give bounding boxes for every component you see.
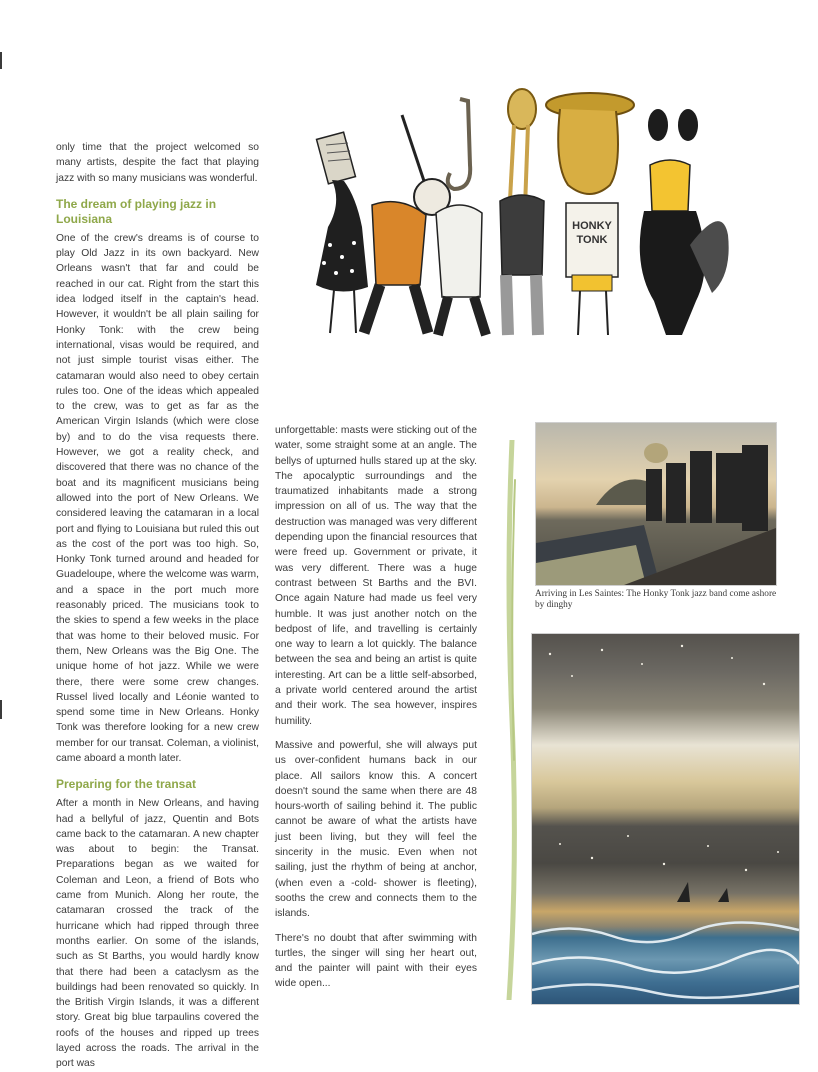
stars (549, 645, 779, 871)
shirt-text-line2: TONK (576, 234, 608, 246)
watercolor-seascape (531, 633, 800, 1005)
tuba-silhouette (644, 443, 668, 463)
paragraph-dream: One of the crew's dreams is of course to play Old Jazz in its own backyard. New Orleans wasn't that far and could be reached in our cat. Right from the start this idea lodged itself in the captain's head. However, it wouldn't be all plain sailing for Honky Tonk: with the crew being international, visas would be required, and not just simple tourist visas either. The catamaran would also need to obey certain rules too. One of the ideas which appealed to the crew, was to get as far as the American Virgin Islands (which were close by) and to do the visa requests there. However, we got a reality check, and discovered that there was no chance of the boat and its magnificent musicians being allowed into the port of New Orleans. We considered leaving the catamaran in a local port and flying to Louisiana but ruled this out as the cost of the port was too high. So, Honky Tonk turned around and headed for Guadeloupe, where the welcome was warm, and a space in the port much more reasonably priced. The musicians took to the skies to spend a few weeks in the place that was home to their beloved music. For them, New Orleans was the Big One. The unique home of hot jazz. While we were there, there were some crew changes. Russel lived locally and Léonie wanted to spend some time in New Orleans. Honky Tonk was therefore looking for a new crew member for our transat. Coleman, a violinist, came aboard a month later. (56, 232, 259, 764)
paragraph-transat: After a month in New Orleans, and having had a bellyful of jazz, Quentin and Bots came back to the catamaran. A new chapter was about to begin: the Transat. Preparations began as we waited for Coleman and Leon, a friend of Bots who came from Munich. Along her route, the catamaran crossed the track of the hurricane which had ripped through three months earlier. On some of the islands, such as St Barths, you would hardly know that there had been a cataclysm as the buildings had been renovated so quickly. In the British Virgin Islands, it was a different story. Great big blue tarpaulins covered the roofs of the houses and ripped up trees layed across the roads. The arrival in the port was (56, 798, 259, 1070)
sailboat-1 (677, 882, 690, 902)
singer (640, 109, 729, 335)
washboard-player (316, 132, 368, 333)
paragraph-no-doubt: There's no doubt that after swimming with turtles, the singer will sing her heart out, and the painter will paint with their eyes wide open... (275, 932, 477, 990)
trombone-player (500, 89, 544, 335)
photo-caption: Arriving in Les Saintes: The Honky Tonk jazz band come ashore by dinghy (535, 589, 777, 610)
tuba-player (546, 93, 634, 335)
page-edge-mark-bottom (0, 700, 2, 719)
shirt-text-line1: HONKY (572, 220, 612, 232)
article-column-left (56, 140, 259, 1072)
seascape-details (532, 634, 799, 1004)
page-edge-mark-top (0, 52, 2, 69)
photo-les-saintes (535, 422, 777, 586)
paragraph-massive-powerful: Massive and powerful, she will always put us over-confident humans back in our place. All sailors know this. A concert doesn't sound the same when there are 48 hours-worth of sailing behind it. The public cannot be aware of what the artists have just been living, but they will feel the sincerity in the music. Even when not sailing, just the rhythm of being at anchor, (when even a -cold- shower is fleeting), sooths the crew and connects them to the islands. (275, 739, 477, 920)
saxophone-player (436, 99, 486, 335)
jazz-band-illustration (310, 85, 735, 355)
heading-preparing-transat: Preparing for the transat (56, 777, 197, 792)
article-column-middle (275, 423, 477, 992)
green-brush-stroke (500, 440, 522, 1000)
sailboat-2 (718, 888, 729, 902)
paragraph-unforgettable: unforgettable: masts were sticking out of the water, some straight some at an angle. The bellys of upturned hulls stared up at the sky. The apocalyptic surroundings and the traumatized inhabitants made a strong impression on all of us. The way that the destruction was managed was very different depending upon the financial resources that were freed up. Government or private, it was very different. There was a huge contrast between St Barths and the BVI. Once again Nature had made us feel very humble. It was just another notch on the bedpost of life, and travelling is certainly one way to learn a lot quickly. The balance between the sea and being an artist is quite interesting. Art can be a little self-absorbed, a private world centered around the artist and their work. The sea however, inspires humility. (275, 425, 477, 727)
paragraph-intro: only time that the project welcomed so many artists, despite the fact that playing jazz with so many musicians was wonderful. (56, 142, 259, 184)
photo-scene (536, 423, 776, 585)
heading-dream-of-jazz: The dream of playing jazz in Louisiana (56, 196, 217, 226)
